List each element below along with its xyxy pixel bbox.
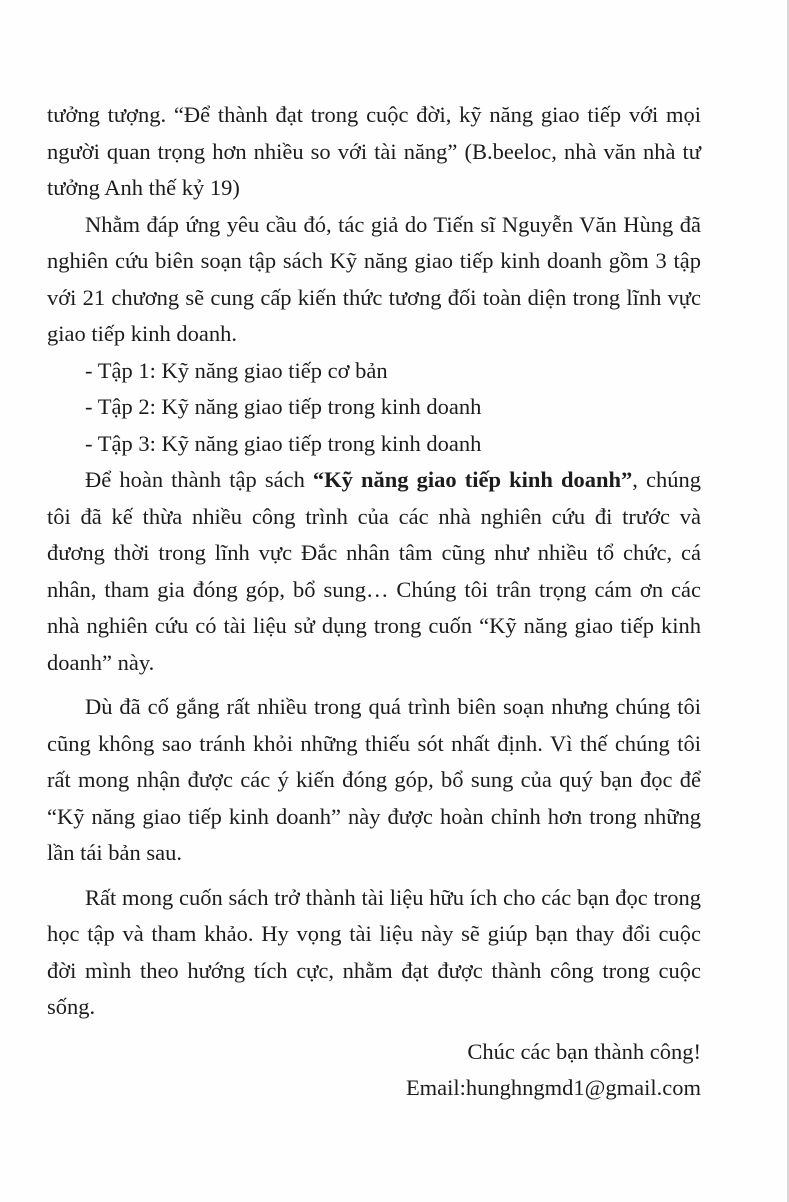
- bullet-volume-1: - Tập 1: Kỹ năng giao tiếp cơ bản: [85, 357, 388, 383]
- paragraph-4: Dù đã cố gắng rất nhiều trong quá trình biên soạn nhưng chúng tôi cũng không sao tránh khỏi những thiếu sót nhất định. Vì thế chúng tôi rất mong nhận được các ý kiến đóng góp, bổ sung của quý bạn đọc để “Kỹ năng giao tiếp kinh doanh” này được hoàn chỉnh hơn trong những lần tái bản sau.: [47, 694, 701, 865]
- paragraph-2: Nhằm đáp ứng yêu cầu đó, tác giả do Tiến sĩ Nguyễn Văn Hùng đã nghiên cứu biên soạn tập sách Kỹ năng giao tiếp kinh doanh gồm 3 tập với 21 chương sẽ cung cấp kiến thức tương đối toàn diện trong lĩnh vực giao tiếp kinh doanh.: [47, 211, 701, 346]
- paragraph-3-lead: Để hoàn thành tập sách: [85, 467, 313, 492]
- body-text: [47, 97, 701, 1107]
- bullet-volume-3: - Tập 3: Kỹ năng giao tiếp trong kinh doanh: [85, 430, 482, 456]
- closing-email: Email:hunghngmd1@gmail.com: [405, 1075, 701, 1100]
- book-title-emphasis: “Kỹ năng giao tiếp kinh doanh”: [312, 467, 633, 492]
- paragraph-3-rest: , chúng tôi đã kế thừa nhiều công trình của các nhà nghiên cứu đi trước và đương thời trong lĩnh vực Đắc nhân tâm cũng như nhiều tổ chức, cá nhân, tham gia đóng góp, bổ sung… Chúng tôi trân trọng cám ơn các nhà nghiên cứu có tài liệu sử dụng trong cuốn “Kỹ năng giao tiếp kinh doanh” này.: [47, 467, 701, 675]
- paragraph-5: Rất mong cuốn sách trở thành tài liệu hữu ích cho các bạn đọc trong học tập và tham khảo. Hy vọng tài liệu này sẽ giúp bạn thay đổi cuộc đời mình theo hướng tích cực, nhằm đạt được thành công trong cuộc sống.: [47, 884, 701, 1019]
- paragraph-3: [47, 462, 701, 681]
- paragraph-1: tưởng tượng. “Để thành đạt trong cuộc đời, kỹ năng giao tiếp với mọi người quan trọng hơn nhiều so với tài năng” (B.beeloc, nhà văn nhà tư tưởng Anh thế kỷ 19): [47, 102, 701, 200]
- bullet-volume-2: - Tập 2: Kỹ năng giao tiếp trong kinh doanh: [85, 394, 482, 419]
- closing-wish: Chúc các bạn thành công!: [467, 1038, 701, 1064]
